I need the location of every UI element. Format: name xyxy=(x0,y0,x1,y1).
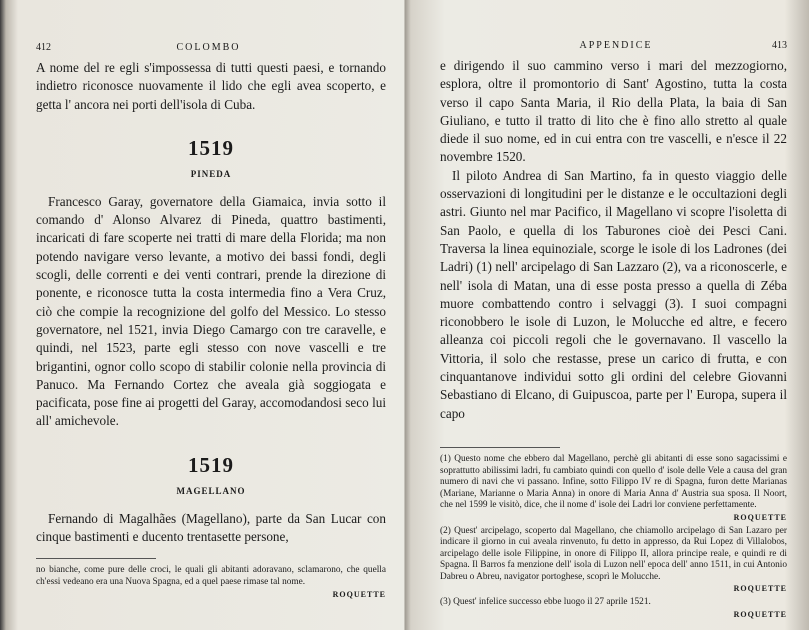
right-footnote-rule xyxy=(440,447,560,448)
section-year-pineda: 1519 xyxy=(188,135,234,160)
left-footnote-text: no bianche, come pure delle croci, le quali gli abitanti adoravano, sclamarono, che quella ch'essi vedeano era una Nuova Spagna, ed a quel paese rimase tal nome. xyxy=(36,565,386,587)
left-intro-paragraph: A nome del re egli s'impossessa di tutti questi paesi, e tornando indietro riconosce nuovamente il lido che egli avea scoperto, e getta l' ancora nei porti dell'isola di Cuba. xyxy=(36,60,386,112)
right-paragraph-1: e dirigendo il suo cammino verso i mari del mezzogiorno, esplora, oltre il promontorio di Sant' Agostino, tutta la costa verso il capo Santa Maria, il Rio della Plata, la baia di San Giuliano, e tutto il tratto di lito che è fino allo stretto al quale diede il suo nome, ed in cui entra con tre vascelli, e n'esce il 22 novembre 1520. xyxy=(440,58,787,165)
left-page-number: 412 xyxy=(36,42,51,53)
right-page-number: 413 xyxy=(771,40,787,51)
footnote-3-text: (3) Quest' infelice successo ebbe luogo il 27 aprile 1521. xyxy=(440,597,651,608)
footnote-rule xyxy=(36,558,156,559)
footnote-3-signature: ROQUETTE xyxy=(733,609,787,619)
footnote-1-text: (1) Questo nome che ebbero dal Magellano, perchè gli abitanti di esse sono sagacissimi e soprattutto abilissimi ladri, fu cambiato quindi con quello d' isole delle Vele a causa del gran numero di navi che vi passano. Infine, sotto Filippo IV re di Spagna, furon dette Marianas (Mariane, Marianne o Maria Anna) in onore di Maria Anna d' Austria sua sposa. Il Noort, che nel 1599 le visitò, dice, che il nome d' isole dei Ladri lor conviene perfettamente. xyxy=(440,453,787,511)
right-paragraph-2: Il piloto Andrea di San Martino, fa in questo viaggio delle osservazioni di longitudini per le distanze e le occultazioni degli astri. Giunto nel mar Pacifico, il Magellano vi scopre l'isoletta di San Paolo, e quella di los Taburones cioè dei Pesci Cani. Traversa la linea equinoziale, scorge le isole di los Ladrones (dei Ladri) (1) nell' arcipelago di San Lazzaro (2), va a riconoscerle, e nell' isola di Matan, una di esse posta presso a quella di Zéba muore combattendo contro i selvaggi (3). I suoi compagni riconobbero le isole di Luzon, le Molucche ed altre, e fecero alleanza coi piccoli regoli che le governavano. Il vascello la Vittoria, il solo che restasse, prese un carico di frutta, e con cinquantanove individui sotto gli ordini del celebre Giovanni Sebastiano di Elcano, di Guipuscoa, parte per l' Europa, supera il capo xyxy=(440,167,787,421)
footnote-1-signature: ROQUETTE xyxy=(733,512,787,522)
magellano-paragraph: Fernando di Magalhães (Magellano), parte da San Lucar con cinque bastimenti e ducento trentasette persone, xyxy=(36,510,386,545)
right-footnotes xyxy=(440,454,787,620)
footnote-2 xyxy=(440,526,787,596)
right-running-header xyxy=(440,40,787,51)
left-running-header xyxy=(36,42,386,53)
right-page xyxy=(404,0,809,630)
left-footnote-signature: ROQUETTE xyxy=(332,589,386,599)
left-running-head: COLOMBO xyxy=(176,42,241,53)
section-name-pineda: PINEDA xyxy=(190,168,232,179)
left-footnote xyxy=(36,565,386,600)
footnote-2-signature: ROQUETTE xyxy=(733,584,787,594)
pineda-paragraph: Francesco Garay, governatore della Giamaica, invia sotto il comando d' Alonso Alvarez di Pineda, quattro bastimenti, incaricati di fare scoperte nei tratti di mare della Florida; ma non potendo navigare verso levante, a motivo dei bassi fondi, degli scogli, delle correnti e dei venti contrari, prende la direzione di ponente, e riconosce tutta la costa intermedia fino a Vera Cruz, ciò che compie la recognizione del golfo del Messico. Lo stesso governatore, nel 1521, invia Diego Camargo con tre caravelle, e quindi, nel 1523, parte egli stesso con nove vascelli e tre brigantini, ognor collo scopo di stabilir colonie nella provincia di Panuco. Ma Fernando Cortez che aveala già soggiogata e pacificata, pose fine ai progetti del Garay, accomodandosi seco lui all' amichevole. xyxy=(36,193,386,429)
footnote-3 xyxy=(440,597,787,620)
section-name-magellano: MAGELLANO xyxy=(176,485,246,496)
footnote-1 xyxy=(440,454,787,524)
section-year-magellano: 1519 xyxy=(188,452,234,477)
left-page xyxy=(0,0,404,630)
right-running-head: APPENDICE xyxy=(579,40,653,51)
footnote-2-text: (2) Quest' arcipelago, scoperto dal Magellano, che chiamollo arcipelago di San Lazaro per indicare il giorno in cui aveala rinvenuto, fu detto in appresso, da Rui Lopez di Villalobos, arcipelago delle isole Filippine, in onore di Filippo II, allora principe reale, e quindi re di Spagna. Il Barros fa menzione dell' isola di Luzon nell' epoca dell' anno 1511, in cui Antonio Dabreu o Abreu, navigator portoghese, scoprì le Molucche. xyxy=(440,525,787,582)
